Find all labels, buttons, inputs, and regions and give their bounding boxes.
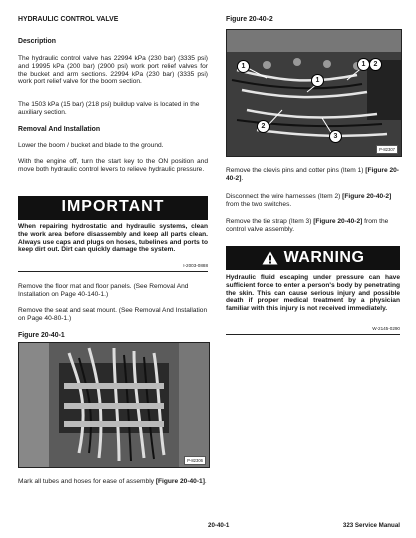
figure-2-callout-3: 3	[329, 130, 342, 143]
figure-2-code: P-82307	[376, 145, 398, 154]
figure-2-title: Figure 20-40-2	[226, 16, 273, 23]
warning-text: Hydraulic fluid escaping under pressure can have sufficient force to enter a person's body by penetrating the skin. This can cause serious injury and possible death if proper medical treatment by a physician familiar with this injury is not received immediately.	[226, 274, 400, 313]
figure-1-code: P-82306	[184, 456, 206, 465]
step-wire-harness	[226, 193, 400, 209]
important-banner: IMPORTANT	[18, 196, 208, 220]
step-seat: Remove the seat and seat mount. (See Removal And Installation on Page 40-80-1.)	[18, 307, 208, 322]
important-code: I-2003-0888	[183, 263, 208, 268]
step-mark-tubes-text: Mark all tubes and hoses for ease of assembly	[18, 478, 156, 485]
figure-2-reference-3[interactable]: [Figure 20-40-2]	[313, 218, 363, 225]
step-clevis-pins-text: Remove the clevis pins and cotter pins (Item 1)	[226, 167, 366, 174]
section-title: HYDRAULIC CONTROL VALVE	[18, 16, 119, 23]
step-tie-strap	[226, 218, 400, 234]
description-paragraph-2: The 1503 kPa (15 bar) (218 psi) buildup valve is located in the auxiliary section.	[18, 101, 200, 116]
figure-2-callout-1b: 1	[357, 58, 370, 71]
figure-2-callout-2a: 2	[369, 58, 382, 71]
step-relieve-pressure: With the engine off, turn the start key to the ON position and move both hydraulic control levers to relieve hydraulic pressure.	[18, 158, 208, 173]
figure-2-callout-1c: 1	[311, 74, 324, 87]
figure-1-photo	[18, 342, 210, 468]
important-text: When repairing hydrostatic and hydraulic systems, clean the work area before disassembly and keep all parts clean. Always use caps and plugs on hoses, tubelines and ports to keep dirt out. Dirt can quickly damage the system.	[18, 223, 208, 254]
step-clevis-pins-end: .	[241, 174, 244, 182]
step-mark-tubes	[18, 478, 208, 486]
warning-rule	[226, 334, 400, 335]
description-heading: Description	[18, 38, 56, 45]
warning-banner	[226, 246, 400, 270]
figure-1-title: Figure 20-40-1	[18, 332, 65, 339]
warning-label: WARNING	[283, 249, 365, 266]
description-paragraph-1: The hydraulic control valve has 22994 kPa (230 bar) (3335 psi) and 19995 kPa (200 bar) (2900 psi) work port relief valves for the bucket and arm sections. 22994 kPa (230 bar) (3335 psi) work port relief valve for the boom section.	[18, 55, 208, 86]
removal-heading: Removal And Installation	[18, 126, 101, 133]
step-clevis-pins	[226, 167, 400, 183]
step-lower-boom: Lower the boom / bucket and blade to the ground.	[18, 142, 164, 149]
figure-1-reference[interactable]: [Figure 20-40-1]	[155, 478, 205, 485]
step-wire-harness-text: Disconnect the wire harnesses (Item 2)	[226, 193, 343, 200]
figure-2-reference-2[interactable]: [Figure 20-40-2]	[342, 193, 392, 200]
step-mark-tubes-end: .	[204, 478, 207, 485]
important-rule	[18, 271, 208, 272]
page-number: 20-40-1	[208, 522, 230, 529]
step-tie-strap-end: from the control valve assembly.	[226, 218, 389, 233]
manual-name: 323 Service Manual	[342, 522, 400, 529]
step-tie-strap-text: Remove the tie strap (Item 3)	[226, 218, 314, 225]
step-wire-harness-end: from the two switches.	[226, 200, 292, 208]
figure-2-photo	[226, 29, 402, 157]
step-floor-mat: Remove the floor mat and floor panels. (See Removal And Installation on Page 40-140-1.)	[18, 283, 189, 298]
hydraulic-valve-photo-1	[19, 343, 209, 467]
warning-code: W-2145-0290	[372, 326, 400, 331]
figure-2-reference-1[interactable]: [Figure 20-40-2]	[226, 167, 399, 182]
figure-2-callout-2b: 2	[257, 120, 270, 133]
warning-triangle-icon	[262, 251, 278, 265]
figure-2-callout-1a: 1	[237, 60, 250, 73]
hydraulic-valve-photo-2	[227, 30, 401, 156]
